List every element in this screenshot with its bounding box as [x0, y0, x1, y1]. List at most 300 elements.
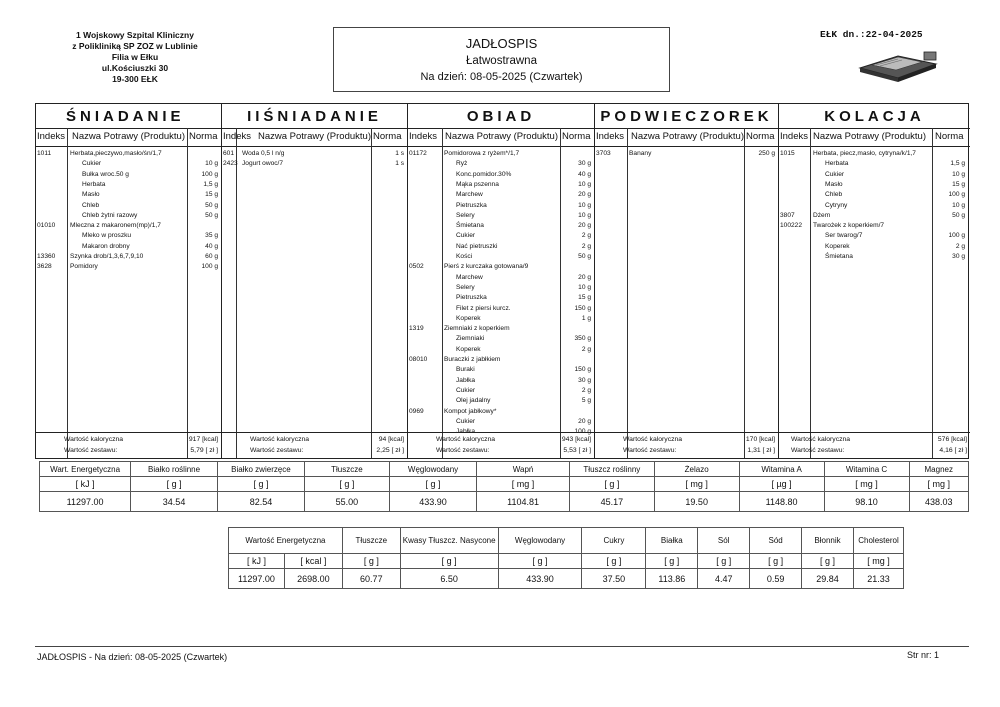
nutrient-value: 2698.00 [284, 569, 342, 589]
menu-item-row [36, 262, 221, 272]
calories-value: 943 [kcal] [561, 436, 591, 443]
menu-item-row [36, 242, 221, 252]
item-index: 100222 [780, 222, 803, 230]
menu-item-row [408, 211, 594, 221]
item-norm: 10 g [952, 170, 965, 178]
item-index: 3807 [780, 211, 795, 219]
menu-item-row [408, 324, 594, 334]
nutrient-header: Białko roślinne [131, 462, 218, 477]
item-norm: 40 g [205, 242, 218, 250]
header-name: Nazwa Potrawy (Produktu) [445, 131, 558, 142]
header-norm: Norma [562, 131, 591, 142]
calories-label: Wartość kaloryczna [250, 436, 310, 443]
nutrient-value: 21.33 [853, 569, 903, 589]
meal-title: KOLACJA [779, 104, 970, 129]
item-norm: 250 g [758, 150, 775, 157]
nutrient-unit: [ µg ] [739, 477, 824, 492]
hospital-line: Filia w Ełku [111, 52, 159, 62]
item-norm: 15 g [205, 191, 218, 199]
item-name: Buraczki z jabłkiem [444, 356, 501, 363]
item-norm: 50 g [205, 201, 218, 209]
header-norm: Norma [373, 131, 402, 142]
calories-label: Wartość kaloryczna [64, 436, 124, 443]
nutrient-header: Błonnik [802, 528, 854, 554]
menu-item-row [36, 221, 221, 231]
nutrient-value: 60.77 [342, 569, 400, 589]
meal-summary [222, 432, 407, 458]
item-name: Cukier [82, 160, 102, 168]
footer-caption: JADŁOSPIS - Na dzień: 08-05-2025 (Czwartek) [37, 652, 228, 662]
menu-item-row [408, 283, 594, 293]
calories-value: 576 [kcal] [937, 436, 967, 443]
nutrient-unit: [ g ] [646, 554, 698, 569]
menu-item-row [408, 170, 594, 180]
menu-item-row [408, 201, 594, 211]
item-name: Pietruszka [456, 201, 487, 209]
item-name: Śmietana [456, 222, 484, 230]
menu-item-row [408, 190, 594, 200]
nutrient-header: Magnez [909, 462, 968, 477]
menu-item-row [779, 252, 970, 262]
nutrient-value: 1148.80 [739, 492, 824, 512]
item-norm: 50 g [952, 211, 965, 219]
meal-column-lunch [407, 104, 594, 458]
nutrient-value: 1104.81 [477, 492, 570, 512]
item-name: Koperek [825, 242, 850, 250]
item-norm: 350 g [574, 335, 591, 343]
item-name: Koperek [456, 345, 481, 353]
item-norm: 2 g [581, 242, 591, 250]
menu-item-row [36, 159, 221, 169]
nutrient-unit: [ g ] [304, 477, 389, 492]
nutrient-unit: [ mg ] [824, 477, 909, 492]
item-norm: 2 g [581, 232, 591, 240]
nutrient-value: 34.54 [131, 492, 218, 512]
nutrient-unit: [ kJ ] [40, 477, 131, 492]
item-index: 1319 [409, 325, 424, 333]
menu-item-row [779, 180, 970, 190]
item-name: Chleb [82, 201, 100, 209]
header-name: Nazwa Potrawy (Produktu) [72, 131, 185, 142]
calories-label: Wartość kaloryczna [436, 436, 496, 443]
item-index: 0969 [409, 407, 424, 415]
item-name: Pierś z kurczaka gotowana/9 [444, 263, 529, 271]
item-name: Pomidory [70, 263, 98, 271]
column-header [779, 129, 970, 147]
item-norm: 10 g [578, 180, 591, 188]
page-title: JADŁOSPIS [465, 36, 538, 51]
nutrient-header: Tłuszcz roślinny [569, 462, 654, 477]
item-norm: 2 g [581, 386, 591, 394]
item-name: Selery [456, 283, 475, 291]
item-norm: 60 g [205, 253, 218, 260]
nutrient-header: Sód [750, 528, 802, 554]
nutrient-unit: [ g ] [750, 554, 802, 569]
nutrient-value: 438.03 [909, 492, 968, 512]
item-name: Pomidorowa z ryżem*/1,7 [444, 150, 520, 157]
nutrient-header: Białka [646, 528, 698, 554]
cost-label: Wartość zestawu: [791, 447, 845, 454]
item-name: Pietruszka [456, 294, 487, 302]
menu-item-row [408, 231, 594, 241]
item-name: Herbata [82, 180, 106, 188]
meal-summary [36, 432, 221, 458]
item-name: Cukier [456, 386, 476, 394]
header-index: Indeks [596, 131, 624, 142]
item-name: Cukier [456, 417, 476, 425]
nutrient-value: 82.54 [217, 492, 304, 512]
item-name: Banany [629, 150, 652, 157]
item-norm: 1 g [581, 314, 591, 322]
header-name: Nazwa Potrawy (Produktu) [258, 131, 371, 142]
menu-item-row [779, 149, 970, 159]
cost-label: Wartość zestawu: [436, 447, 490, 454]
item-name: Makaron drobny [82, 242, 130, 250]
hospital-line: ul.Kościuszki 30 [101, 63, 169, 73]
menu-item-row [408, 273, 594, 283]
item-norm: 100 g [948, 191, 965, 199]
menu-item-row [408, 365, 594, 375]
meal-summary [595, 432, 778, 458]
nutrient-unit: [ g ] [802, 554, 854, 569]
item-norm: 100 g [201, 263, 218, 271]
item-name: Olej jadalny [456, 397, 491, 405]
item-name: Dżem [813, 211, 831, 219]
item-name: Jabłka [456, 428, 476, 436]
menu-item-row [779, 170, 970, 180]
menu-item-row [408, 355, 594, 365]
item-name: Chleb żytni razowy [82, 211, 138, 219]
item-norm: 20 g [578, 191, 591, 199]
item-name: Masło [82, 191, 100, 199]
nutrient-value: 37.50 [582, 569, 646, 589]
page-number: Str nr: 1 [906, 650, 939, 660]
menu-item-row [36, 180, 221, 190]
cost-value: 1,31 [ zł ] [747, 447, 775, 454]
menu-item-row [408, 334, 594, 344]
item-norm: 100 g [948, 232, 965, 240]
nutrition-table-summary [228, 527, 904, 589]
item-name: Masło [825, 180, 843, 188]
menu-item-row [408, 221, 594, 231]
menu-item-row [408, 159, 594, 169]
menu-item-row [36, 190, 221, 200]
item-norm: 10 g [952, 201, 965, 209]
cost-value: 5,53 [ zł ] [563, 447, 591, 454]
item-name: Woda 0,5 l n/g [242, 150, 285, 157]
hospital-line: z Polikliniką SP ZOZ w Lublinie [72, 41, 198, 51]
nutrient-unit: [ g ] [569, 477, 654, 492]
column-header [36, 129, 221, 147]
item-norm: 2 g [955, 242, 965, 250]
item-name: Kompot jabłkowy* [444, 407, 497, 415]
cost-value: 5,79 [ zł ] [190, 447, 218, 454]
nutrient-unit: [ mg ] [909, 477, 968, 492]
meal-column-afternoon-snack [594, 104, 778, 458]
item-name: Marchew [456, 273, 483, 281]
cost-value: 2,25 [ zł ] [376, 447, 404, 454]
cost-label: Wartość zestawu: [250, 447, 304, 454]
item-norm: 100 g [201, 170, 218, 178]
item-name: Marchew [456, 191, 483, 199]
menu-item-row [779, 190, 970, 200]
nutrient-header: Kwasy Tłuszcz. Nasycone [400, 528, 498, 554]
nutrient-value: 6.50 [400, 569, 498, 589]
menu-item-row [36, 170, 221, 180]
menu-item-row [408, 314, 594, 324]
item-index: 601 [223, 150, 235, 157]
menu-item-row [36, 252, 221, 262]
item-index: 13360 [37, 253, 56, 260]
menu-item-row [779, 211, 970, 221]
item-norm: 150 g [574, 304, 591, 312]
item-name: Filet z piersi kurcz. [456, 304, 511, 312]
item-name: Bułka wroc.50 g [82, 170, 129, 178]
nutrient-unit: [ mg ] [654, 477, 739, 492]
nutrient-unit: [ g ] [217, 477, 304, 492]
calories-value: 170 [kcal] [745, 436, 775, 443]
item-norm: 1 s [395, 150, 404, 157]
item-norm: 50 g [578, 253, 591, 260]
header-index: Indeks [37, 131, 65, 142]
hospital-line: 19-300 EŁK [112, 74, 158, 84]
nutrient-unit: [ g ] [498, 554, 582, 569]
item-name: Mleko w proszku [82, 232, 132, 240]
item-norm: 10 g [578, 211, 591, 219]
item-name: Twarożek z koperkiem/7 [813, 222, 885, 230]
menu-item-row [408, 417, 594, 427]
header-norm: Norma [746, 131, 775, 142]
print-date: EŁK dn.:22-04-2025 [820, 29, 923, 40]
nutrient-value: 113.86 [646, 569, 698, 589]
nutrient-unit: [ kJ ] [229, 554, 285, 569]
item-name: Nać pietruszki [456, 242, 498, 250]
nutrient-value: 433.90 [498, 569, 582, 589]
menu-date: Na dzień: 08-05-2025 (Czwartek) [420, 71, 583, 83]
item-name: Herbata, piecz,masło, cytryna/k/1,7 [813, 150, 916, 157]
menu-item-row [779, 231, 970, 241]
nutrient-header: Wart. Energetyczna [40, 462, 131, 477]
nutrient-unit: [ g ] [131, 477, 218, 492]
header-name: Nazwa Potrawy (Produktu) [813, 131, 926, 142]
item-norm: 150 g [574, 366, 591, 374]
menu-item-row [408, 396, 594, 406]
header-index: Indeks [780, 131, 808, 142]
nutrient-header: Witamina C [824, 462, 909, 477]
item-index: 1011 [37, 150, 52, 157]
item-index: 0502 [409, 263, 424, 271]
menu-item-row [779, 159, 970, 169]
item-name: Mąka pszenna [456, 180, 499, 188]
menu-item-row [408, 407, 594, 417]
nutrient-value: 98.10 [824, 492, 909, 512]
item-name: Ziemniaki z koperkiem [444, 325, 510, 333]
nutrient-value: 29.84 [802, 569, 854, 589]
menu-item-row [408, 262, 594, 272]
meal-title: ŚNIADANIE [36, 104, 221, 129]
item-name: Śmietana [825, 253, 853, 260]
nutrient-value: 4.47 [698, 569, 750, 589]
item-norm: 30 g [952, 253, 965, 260]
nutrient-unit: [ g ] [582, 554, 646, 569]
item-norm: 10 g [578, 283, 591, 291]
item-name: Herbata,pieczywo,masło/śn/1,7 [70, 150, 162, 157]
nutrient-unit: [ g ] [698, 554, 750, 569]
menu-item-row [408, 180, 594, 190]
calories-label: Wartość kaloryczna [791, 436, 851, 443]
menu-item-row [408, 386, 594, 396]
menu-item-row [779, 201, 970, 211]
column-header [408, 129, 594, 147]
menu-item-row [36, 201, 221, 211]
hospital-line: 1 Wojskowy Szpital Kliniczny [76, 30, 194, 40]
meal-title: OBIAD [408, 104, 594, 129]
nutrient-unit: [ mg ] [853, 554, 903, 569]
nutrient-header: Cholesterol [853, 528, 903, 554]
item-name: Selery [456, 211, 475, 219]
item-norm: 2 g [581, 345, 591, 353]
item-norm: 1,5 g [950, 160, 965, 168]
meal-column-second-breakfast [221, 104, 407, 458]
item-norm: 1,5 g [203, 180, 218, 188]
item-norm: 15 g [578, 294, 591, 302]
menu-item-row [408, 293, 594, 303]
item-norm: 40 g [578, 170, 591, 178]
item-norm: 20 g [578, 222, 591, 230]
calories-label: Wartość kaloryczna [623, 436, 683, 443]
nutrient-header: Tłuszcze [342, 528, 400, 554]
item-name: Kości [456, 253, 473, 260]
item-index: 01172 [409, 150, 427, 157]
item-norm: 50 g [205, 211, 218, 219]
menu-item-row [222, 159, 407, 169]
nutrient-header: Cukry [582, 528, 646, 554]
item-name: Herbata [825, 160, 849, 168]
item-index: 2423 [223, 160, 238, 168]
meal-summary [779, 432, 970, 458]
item-norm: 10 g [205, 160, 218, 168]
menu-item-row [408, 252, 594, 262]
nutrient-value: 11297.00 [229, 569, 285, 589]
nutrient-value: 45.17 [569, 492, 654, 512]
nutrient-header: Witamina A [739, 462, 824, 477]
header-norm: Norma [935, 131, 964, 142]
item-index: 3703 [596, 150, 611, 157]
menu-item-row [779, 221, 970, 231]
nutrient-header: Wapń [477, 462, 570, 477]
item-index: 01010 [37, 222, 56, 230]
hospital-address [40, 30, 230, 85]
item-name: Mleczna z makaronem(mp)/1,7 [70, 222, 161, 230]
printer-icon [858, 48, 942, 84]
meal-title: PODWIECZOREK [595, 104, 778, 129]
nutrient-header: Białko zwierzęce [217, 462, 304, 477]
item-norm: 1 s [395, 160, 404, 168]
nutrient-header: Wartość Energetyczna [229, 528, 343, 554]
item-norm: 5 g [581, 397, 591, 405]
column-header [222, 129, 407, 147]
item-name: Cytryny [825, 201, 848, 209]
item-index: 3628 [37, 263, 52, 271]
item-norm: 30 g [578, 160, 591, 168]
menu-item-row [36, 149, 221, 159]
nutrient-value: 55.00 [304, 492, 389, 512]
item-index: 08010 [409, 356, 428, 363]
cost-label: Wartość zestawu: [623, 447, 677, 454]
item-name: Cukier [456, 232, 476, 240]
item-name: Ziemniaki [456, 335, 485, 343]
item-norm: 10 g [578, 201, 591, 209]
nutrient-header: Tłuszcze [304, 462, 389, 477]
item-name: Szynka drob/1,3,6,7,9,10 [70, 253, 144, 260]
item-norm: 20 g [578, 417, 591, 425]
item-norm: 30 g [578, 376, 591, 384]
nutrient-unit: [ mg ] [477, 477, 570, 492]
nutrient-value: 11297.00 [40, 492, 131, 512]
calories-value: 94 [kcal] [378, 436, 404, 443]
meal-summary [408, 432, 594, 458]
meal-column-dinner [778, 104, 970, 458]
column-header [595, 129, 778, 147]
menu-item-row [408, 376, 594, 386]
item-name: Koperek [456, 314, 481, 322]
title-box [333, 27, 670, 92]
meal-column-breakfast [36, 104, 221, 458]
nutrient-value: 0.59 [750, 569, 802, 589]
item-norm: 15 g [952, 180, 965, 188]
nutrient-header: Sól [698, 528, 750, 554]
cost-label: Wartość zestawu: [64, 447, 118, 454]
diet-name: Łatwostrawna [466, 55, 537, 67]
item-name: Buraki [456, 366, 475, 374]
nutrient-unit: [ g ] [342, 554, 400, 569]
header-index: Indeks [409, 131, 437, 142]
nutrient-unit: [ kcal ] [284, 554, 342, 569]
nutrient-unit: [ g ] [389, 477, 476, 492]
nutrient-value: 19.50 [654, 492, 739, 512]
item-name: Ser twarog/7 [825, 232, 863, 240]
menu-item-row [36, 211, 221, 221]
nutrient-header: Węglowodany [498, 528, 582, 554]
menu-item-row [408, 149, 594, 159]
header-norm: Norma [189, 131, 218, 142]
item-norm: 100 g [574, 428, 591, 436]
item-name: Jabłka [456, 376, 476, 384]
calories-value: 917 [kcal] [188, 436, 218, 443]
menu-item-row [408, 345, 594, 355]
menu-item-row [595, 149, 778, 159]
item-name: Cukier [825, 170, 845, 178]
menu-item-row [222, 149, 407, 159]
header-index: Indeks [223, 131, 251, 142]
menu-table [35, 103, 969, 459]
nutrition-table-daily [39, 461, 969, 512]
menu-item-row [408, 242, 594, 252]
item-index: 1015 [780, 150, 795, 157]
menu-item-row [36, 231, 221, 241]
cost-value: 4,16 [ zł ] [939, 447, 967, 454]
menu-item-row [408, 304, 594, 314]
header-name: Nazwa Potrawy (Produktu) [631, 131, 744, 142]
meal-title: IIŚNIADANIE [222, 104, 407, 129]
nutrient-header: Węglowodany [389, 462, 476, 477]
nutrient-value: 433.90 [389, 492, 476, 512]
item-name: Jogurt owoc/7 [242, 160, 284, 168]
item-norm: 20 g [578, 273, 591, 281]
item-name: Chleb [825, 191, 843, 199]
page-footer [35, 646, 969, 662]
item-norm: 35 g [205, 232, 218, 240]
